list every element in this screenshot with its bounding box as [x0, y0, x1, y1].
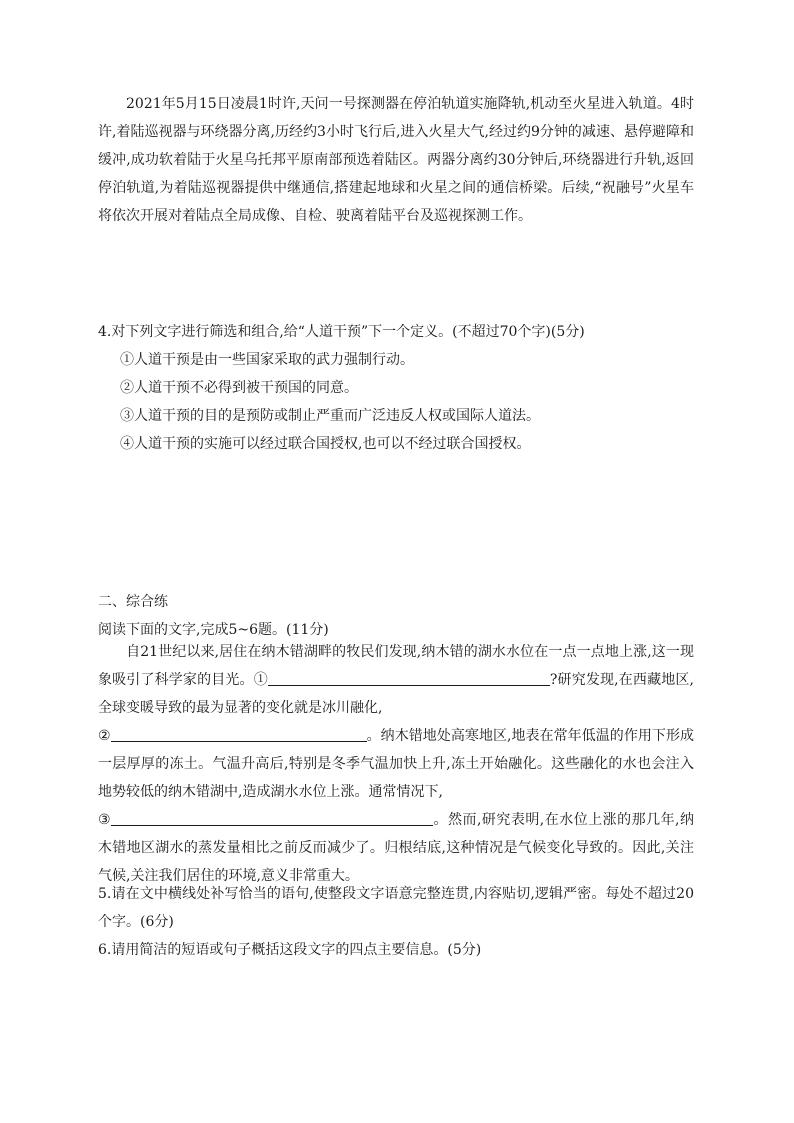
- blank-1-line[interactable]: [268, 669, 550, 686]
- question-4-option-1: ①人道干预是由一些国家采取的武力强制行动。: [120, 352, 414, 368]
- question-4-option-3: ③人道干预的目的是预防或制止严重而广泛违反人权或国际人道法。: [120, 408, 540, 424]
- passage-part-2: ?研究发现,在西藏地区,全球变暖导致的最为显著的变化就是冰川融化,: [98, 672, 694, 716]
- passage-part-4: 。然而,研究表明,在水位上涨的那几年,纳木错地区湖水的蒸发量相比之前反而减少了。归根结底,这种情况是气候变化导致的。因此,关注气候,关注我们居住的环境,意义非常重大。: [98, 812, 694, 884]
- section-2-instruction: 阅读下面的文字,完成5~6题。(11分): [98, 622, 329, 638]
- blank-2-line[interactable]: [111, 725, 367, 742]
- section-2-header: [98, 588, 698, 644]
- question-4-title: 4.对下列文字进行筛选和组合,给“人道干预”下一个定义。(不超过70个字)(5分): [98, 324, 585, 340]
- reading-passage: [98, 638, 694, 890]
- blank-3-line[interactable]: [111, 809, 433, 826]
- passage-part-3: 。纳木错地处高寒地区,地表在常年低温的作用下形成一层厚厚的冻土。气温升高后,特别是冬季气温加快上升,冻土开始融化。这些融化的水也会注入地势较低的纳木错湖中,造成湖水水位上涨。通常情况下,: [98, 728, 694, 800]
- question-4-option-2: ②人道干预不必得到被干预国的同意。: [120, 380, 358, 396]
- blank-1-marker: ①: [253, 672, 268, 688]
- question-6: 6.请用简洁的短语或句子概括这段文字的四点主要信息。(5分): [98, 942, 482, 958]
- blank-3-marker: ③: [98, 812, 112, 828]
- question-4: [98, 318, 698, 458]
- blank-2-marker: ②: [98, 728, 111, 744]
- section-2-heading: 二、综合练: [98, 594, 168, 610]
- news-paragraph: 2021年5月15日凌晨1时许,天问一号探测器在停泊轨道实施降轨,机动至火星进入轨道。4时许,着陆巡视器与环绕器分离,历经约3小时飞行后,进入火星大气,经过约9分钟的减速、悬停避障和缓冲,成功软着陆于火星乌托邦平原南部预选着陆区。两器分离约30分钟后,环绕器进行升轨,返回停泊轨道,为着陆巡视器提供中继通信,搭建起地球和火星之间的通信桥梁。后续,“祝融号”火星车将依次开展对着陆点全局成像、自检、驶离着陆平台及巡视探测工作。: [98, 96, 694, 224]
- question-4-option-4: ④人道干预的实施可以经过联合国授权,也可以不经过联合国授权。: [120, 436, 531, 452]
- question-5: 5.请在文中横线处补写恰当的语句,使整段文字语意完整连贯,内容贴切,逻辑严密。每处不超过20个字。(6分): [98, 886, 694, 930]
- passage-part-1: 自21世纪以来,居住在纳木错湖畔的牧民们发现,纳木错的湖水水位在一点一点地上涨,这一现象吸引了科学家的目光。: [98, 644, 694, 688]
- questions-5-6: [98, 880, 694, 964]
